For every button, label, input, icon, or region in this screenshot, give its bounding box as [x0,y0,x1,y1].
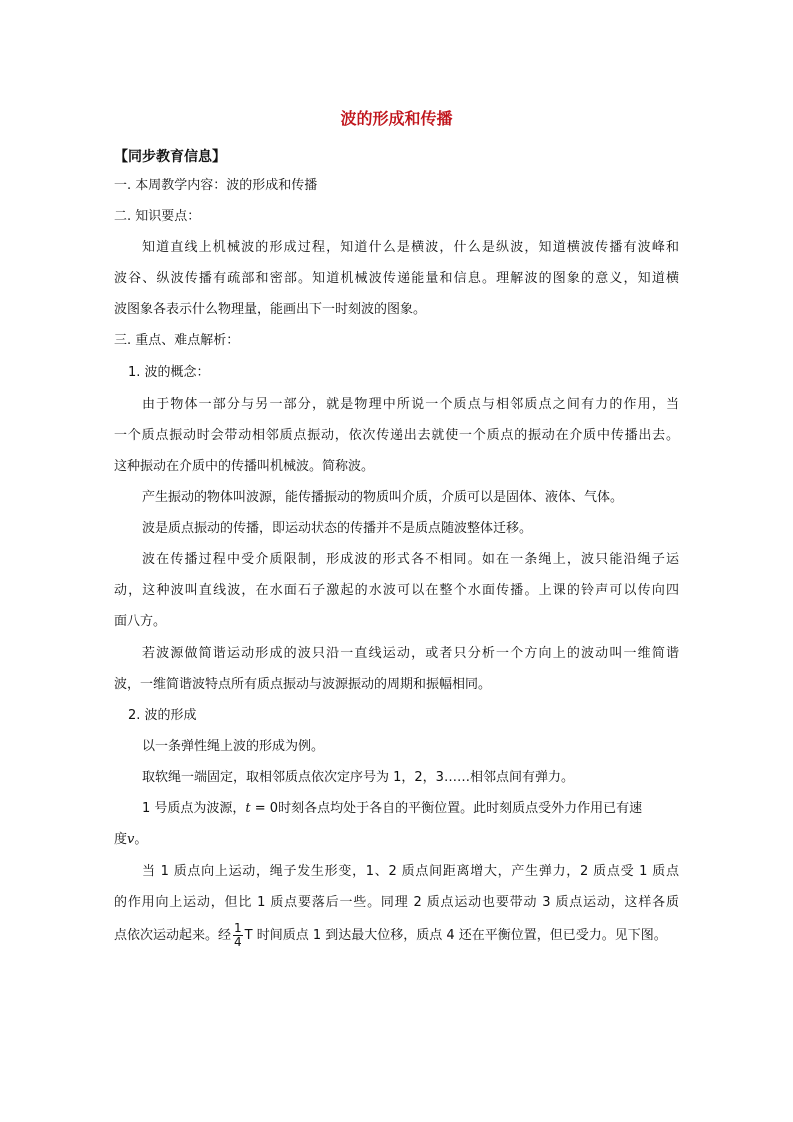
time-variable: t [245,801,251,816]
para-10-start: 度 [114,832,128,847]
section-3: 三. 重点、难点解析： [114,333,240,348]
para-5-line-3: 面八方。 [114,614,167,629]
para-3: 产生振动的物体叫波源，能传播振动的物质叫介质，介质可以是固体、液体、气体。 [142,490,624,505]
section-1: 一. 本周教学内容：波的形成和传播 [114,178,318,193]
para-5-line-2: 动，这种波叫直线波，在水面石子激起的水波可以在整个水面传播。上课的铃声可以传向四 [114,583,679,598]
doc-title: 波的形成和传播 [340,109,453,128]
para-9 [142,801,642,817]
para-5-line-1: 波在传播过程中受介质限制，形成波的形式各不相同。如在一条绳上，波只能沿绳子运 [142,552,679,567]
para-2-line-1: 由于物体一部分与另一部分，就是物理中所说一个质点与相邻质点之间有力的作用，当 [142,397,679,412]
para-8: 取软绳一端固定，取相邻质点依次定序号为 1，2，3……相邻点间有弹力。 [142,770,574,785]
para-10-end: 。 [134,832,148,847]
para-7: 以一条弹性绳上波的形成为例。 [142,739,325,754]
para-4: 波是质点振动的传播，即运动状态的传播并不是质点随波整体迁移。 [142,521,533,536]
para-1-line-3: 波图象各表示什么物理量，能画出下一时刻波的图象。 [114,302,427,317]
para-9-end: 时刻各点均处于各自的平衡位置。此时刻质点受外力作用已有速 [278,801,643,816]
para-9-start: 1 号质点为波源， [142,801,246,816]
para-11-line-3-end: T 时间质点 1 到达最大位移，质点 4 还在平衡位置，但已受力。见下图。 [244,928,667,943]
section-2: 二. 知识要点： [114,209,201,224]
subsection-2: 2. 波的形成 [128,708,197,723]
fraction-numerator: 1 [234,921,242,935]
para-10 [114,832,147,848]
para-11-line-1: 当 1 质点向上运动，绳子发生形变，1、2 质点间距离增大，产生弹力，2 质点受 1 质点 [142,864,679,879]
para-1-line-1: 知道直线上机械波的形成过程，知道什么是横波，什么是纵波，知道横波传播有波峰和 [142,240,679,255]
para-1-line-2: 波谷、纵波传播有疏部和密部。知道机械波传递能量和信息。理解波的图象的意义，知道横 [114,271,679,286]
para-11-line-3-start: 点依次运动起来。经 [114,928,232,943]
velocity-variable: v [127,832,135,847]
quarter-fraction [233,922,243,949]
section-heading: 【同步教育信息】 [114,149,226,165]
para-11-line-2: 的作用向上运动，但比 1 质点要落后一些。同理 2 质点运动也要带动 3 质点运动，这样各质 [114,895,679,910]
fraction-denominator: 4 [234,935,242,949]
subsection-1: 1. 波的概念： [128,365,210,380]
para-2-line-2: 一个质点振动时会带动相邻质点振动，依次传递出去就使一个质点的振动在介质中传播出去。 [114,428,679,443]
para-6-line-2: 波，一维简谐波特点所有质点振动与波源振动的周期和振幅相同。 [114,677,492,692]
time-equation: = 0 [250,801,279,816]
para-2-line-3: 这种振动在介质中的传播叫机械波。简称波。 [114,459,375,474]
para-6-line-1: 若波源做简谐运动形成的波只沿一直线运动，或者只分析一个方向上的波动叫一维简谐 [142,646,679,661]
para-11-line-3 [114,922,667,949]
